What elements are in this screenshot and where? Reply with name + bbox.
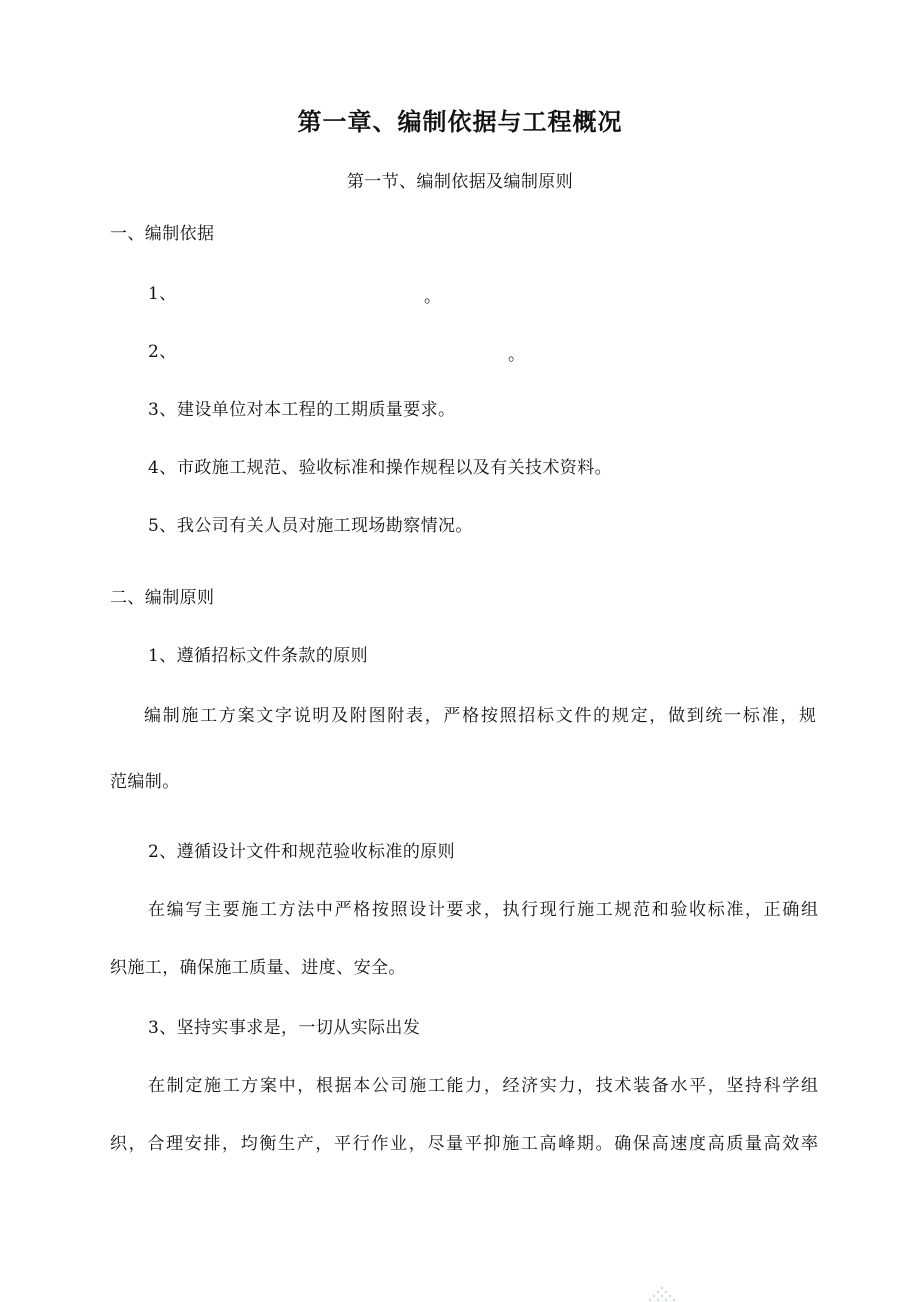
principle-1-body-line-1: 编制施工方案文字说明及附图附表，严格按照招标文件的规定，做到统一标准，规 xyxy=(144,706,816,726)
basis-item-5-text: 我公司有关人员对施工现场勘察情况。 xyxy=(177,516,473,536)
principle-3-body-line-2: 织，合理安排，均衡生产，平行作业，尽量平抑施工高峰期。确保高速度高质量高效率 xyxy=(110,1134,818,1154)
basis-item-3-number: 3、 xyxy=(148,400,177,420)
basis-item-1-end: 。 xyxy=(424,287,441,307)
principle-2-body-line-1: 在编写主要施工方法中严格按照设计要求，执行现行施工规范和验收标准，正确组 xyxy=(148,900,818,920)
principle-1-body-line-2: 范编制。 xyxy=(110,772,180,792)
basis-item-4-text: 市政施工规范、验收标准和操作规程以及有关技术资料。 xyxy=(177,458,612,478)
basis-item-2-number: 2、 xyxy=(148,342,177,362)
chapter-title: 第一章、编制依据与工程概况 xyxy=(297,108,623,136)
basis-item-5-number: 5、 xyxy=(148,516,177,536)
basis-item-1-number: 1、 xyxy=(148,284,177,304)
basis-item-4-number: 4、 xyxy=(148,458,177,478)
basis-item-3-text: 建设单位对本工程的工期质量要求。 xyxy=(177,400,456,420)
basis-item-2-end: 。 xyxy=(508,345,525,365)
principle-3-title: 3、坚持实事求是，一切从实际出发 xyxy=(148,1018,421,1038)
principle-1-title: 1、遵循招标文件条款的原则 xyxy=(148,646,369,666)
principle-3-body-line-1: 在制定施工方案中，根据本公司施工能力，经济实力，技术装备水平，坚持科学组 xyxy=(148,1076,818,1096)
principles-heading: 二、编制原则 xyxy=(110,588,215,608)
principle-2-title: 2、遵循设计文件和规范验收标准的原则 xyxy=(148,842,456,862)
principle-2-body-line-2: 织施工，确保施工质量、进度、安全。 xyxy=(110,958,406,978)
watermark-dots-icon xyxy=(642,1284,682,1302)
basis-heading: 一、编制依据 xyxy=(110,224,215,244)
section-title: 第一节、编制依据及编制原则 xyxy=(346,172,574,192)
